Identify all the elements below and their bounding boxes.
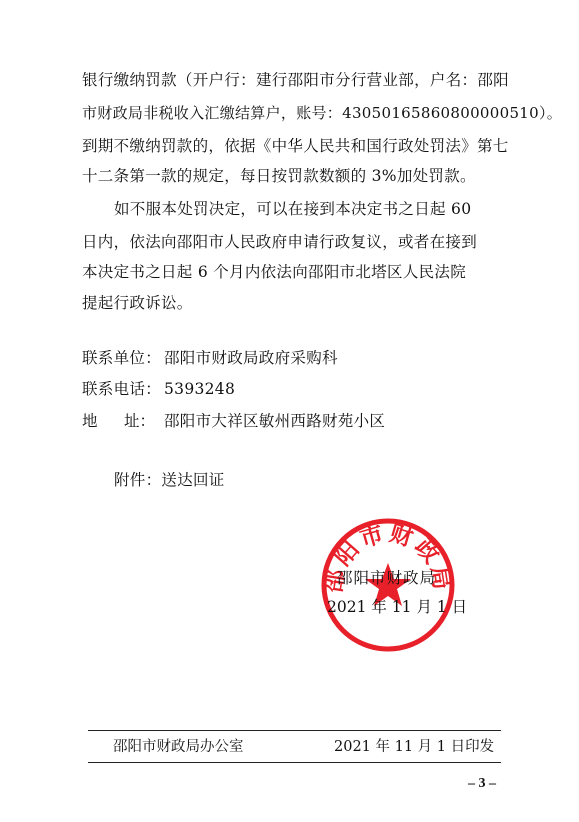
contact-phone-label: 联系电话： (82, 380, 162, 398)
paragraph-2-line-3: 本决定书之日起 6 个月内依法向邵阳市北塔区人民法院 (82, 263, 467, 281)
paragraph-2-line-1: 如不服本处罚决定，可以在接到本决定书之日起 60 (114, 200, 472, 218)
footer-bottom-rule (88, 762, 501, 763)
attachment-note: 附件：送达回证 (114, 471, 225, 489)
contact-address-label: 地 址： (82, 412, 156, 430)
contact-unit-value: 邵阳市财政局政府采购科 (164, 349, 338, 367)
contact-phone-value: 5393248 (164, 380, 236, 398)
page-number: – 3 – (468, 776, 496, 791)
seal-text: 邵阳市财政局 (320, 520, 456, 595)
paragraph-1-line-4: 十二条第一款的规定，每日按罚款数额的 3%加处罚款。 (82, 167, 476, 185)
footer-top-rule (88, 730, 501, 731)
paragraph-2-line-4: 提起行政诉讼。 (82, 294, 193, 312)
contact-address (82, 411, 385, 431)
paragraph-2-line-2: 日内，依法向邵阳市人民政府申请行政复议，或者在接到 (82, 233, 478, 251)
footer-office: 邵阳市财政局办公室 (113, 739, 244, 755)
signature-date: 2021 年 11 月 1 日 (327, 598, 468, 616)
contact-unit-label: 联系单位： (82, 349, 162, 367)
signature-org: 邵阳市财政局 (337, 569, 437, 587)
paragraph-1-line-1: 银 行 缴 纳 罚 款 （ 开 户 行 ： 建 行 邵 阳 市 分 行 营 业 部 ， 户 名 ： 邵 阳 (82, 71, 509, 89)
contact-address-value: 邵阳市大祥区敏州西路财苑小区 (164, 412, 386, 430)
contact-phone (82, 379, 235, 399)
paragraph-1-line-2: 市财政局非税收入汇缴结算户，账号：43050165860800000510）。 (82, 104, 563, 122)
paragraph-1-line-3: 到期不缴纳罚款的，依据《中华人民共和国行政处罚法》第七 (82, 137, 509, 155)
footer-print-date: 2021 年 11 月 1 日印发 (334, 739, 495, 755)
contact-unit (82, 348, 338, 368)
